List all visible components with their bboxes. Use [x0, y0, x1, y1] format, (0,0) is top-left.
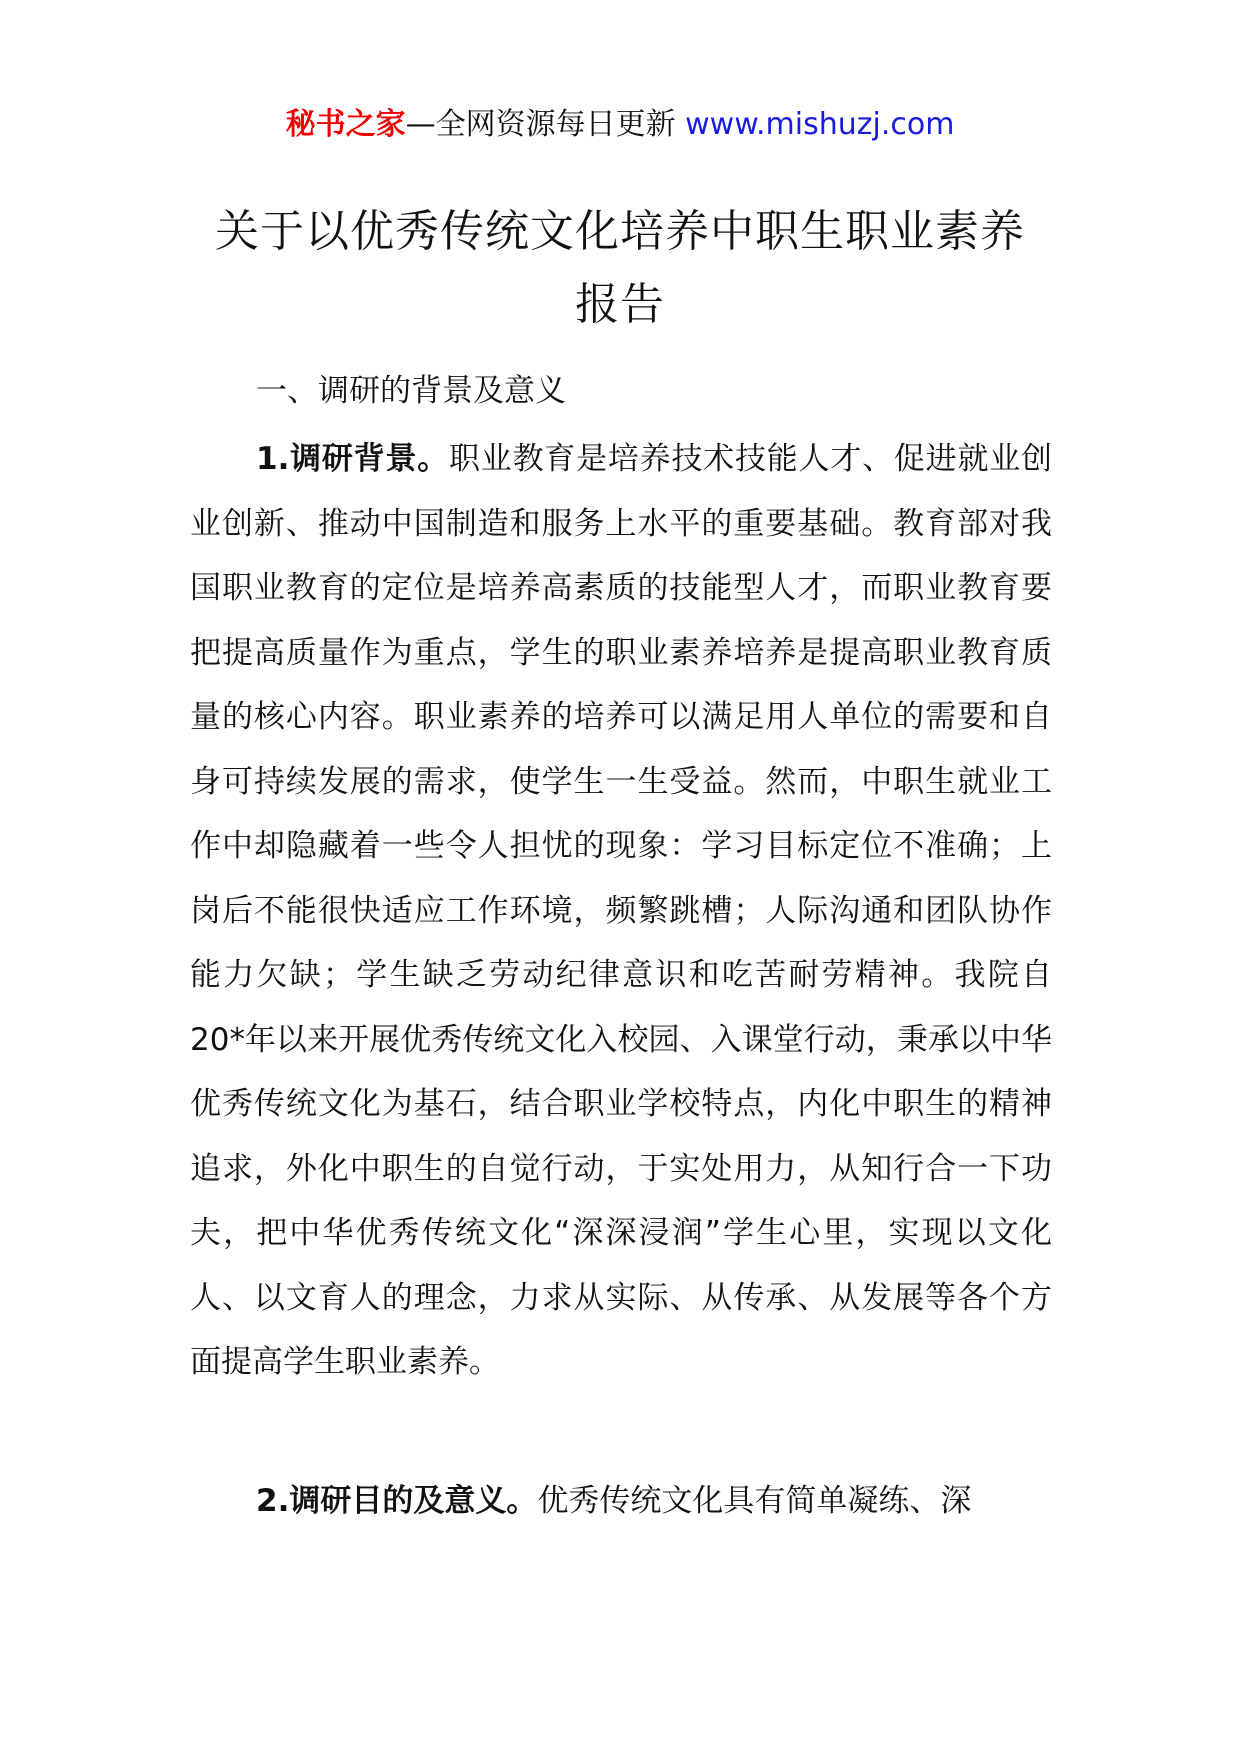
banner-brand: 秘书之家 [285, 107, 406, 142]
title-line-2: 报告 [575, 279, 665, 330]
site-banner [0, 103, 1240, 147]
banner-url-link[interactable]: www.mishuzj.com [685, 107, 955, 142]
body-paragraph [190, 427, 1052, 1395]
paragraph-text: 优秀传统文化具有简单凝练、深 [537, 1483, 972, 1519]
paragraph-text: 职业教育是培养技术技能人才、促进就业创业创新、推动中国制造和服务上水平的重要基础。教育部对我国职业教育的定位是培养高素质的技能型人才，而职业教育要把提高质量作为重点，学生的职业素养培养是提高职业教育质量的核心内容。职业素养的培养可以满足用人单位的需要和自身可持续发展的需求，使学生一生受益。然而，中职生就业工作中却隐藏着一些令人担忧的现象：学习目标定位不准确；上岗后不能很快适应工作环境，频繁跳槽；人际沟通和团队协作能力欠缺；学生缺乏劳动纪律意识和吃苦耐劳精神。我院自 20*年以来开展优秀传统文化入校园、入课堂行动，秉承以中华优秀传统文化为基石，结合职业学校特点，内化中职生的精神追求，外化中职生的自觉行动，于实处用力，从知行合一下功夫，把中华优秀传统文化“深深浸润”学生心里，实现以文化人、以文育人的理念，力求从实际、从传承、从发展等各个方面提高学生职业素养。 [190, 441, 1052, 1380]
document-title [150, 195, 1090, 341]
title-line-1: 关于以优秀传统文化培养中职生职业素养 [215, 206, 1025, 257]
paragraph-lead: 2.调研目的及意义。 [256, 1483, 538, 1519]
body-paragraph [190, 1469, 1052, 1534]
paragraph-lead: 1.调研背景。 [256, 441, 450, 477]
banner-tagline: —全网资源每日更新 [405, 107, 686, 142]
section-heading: 一、调研的背景及意义 [256, 373, 566, 409]
